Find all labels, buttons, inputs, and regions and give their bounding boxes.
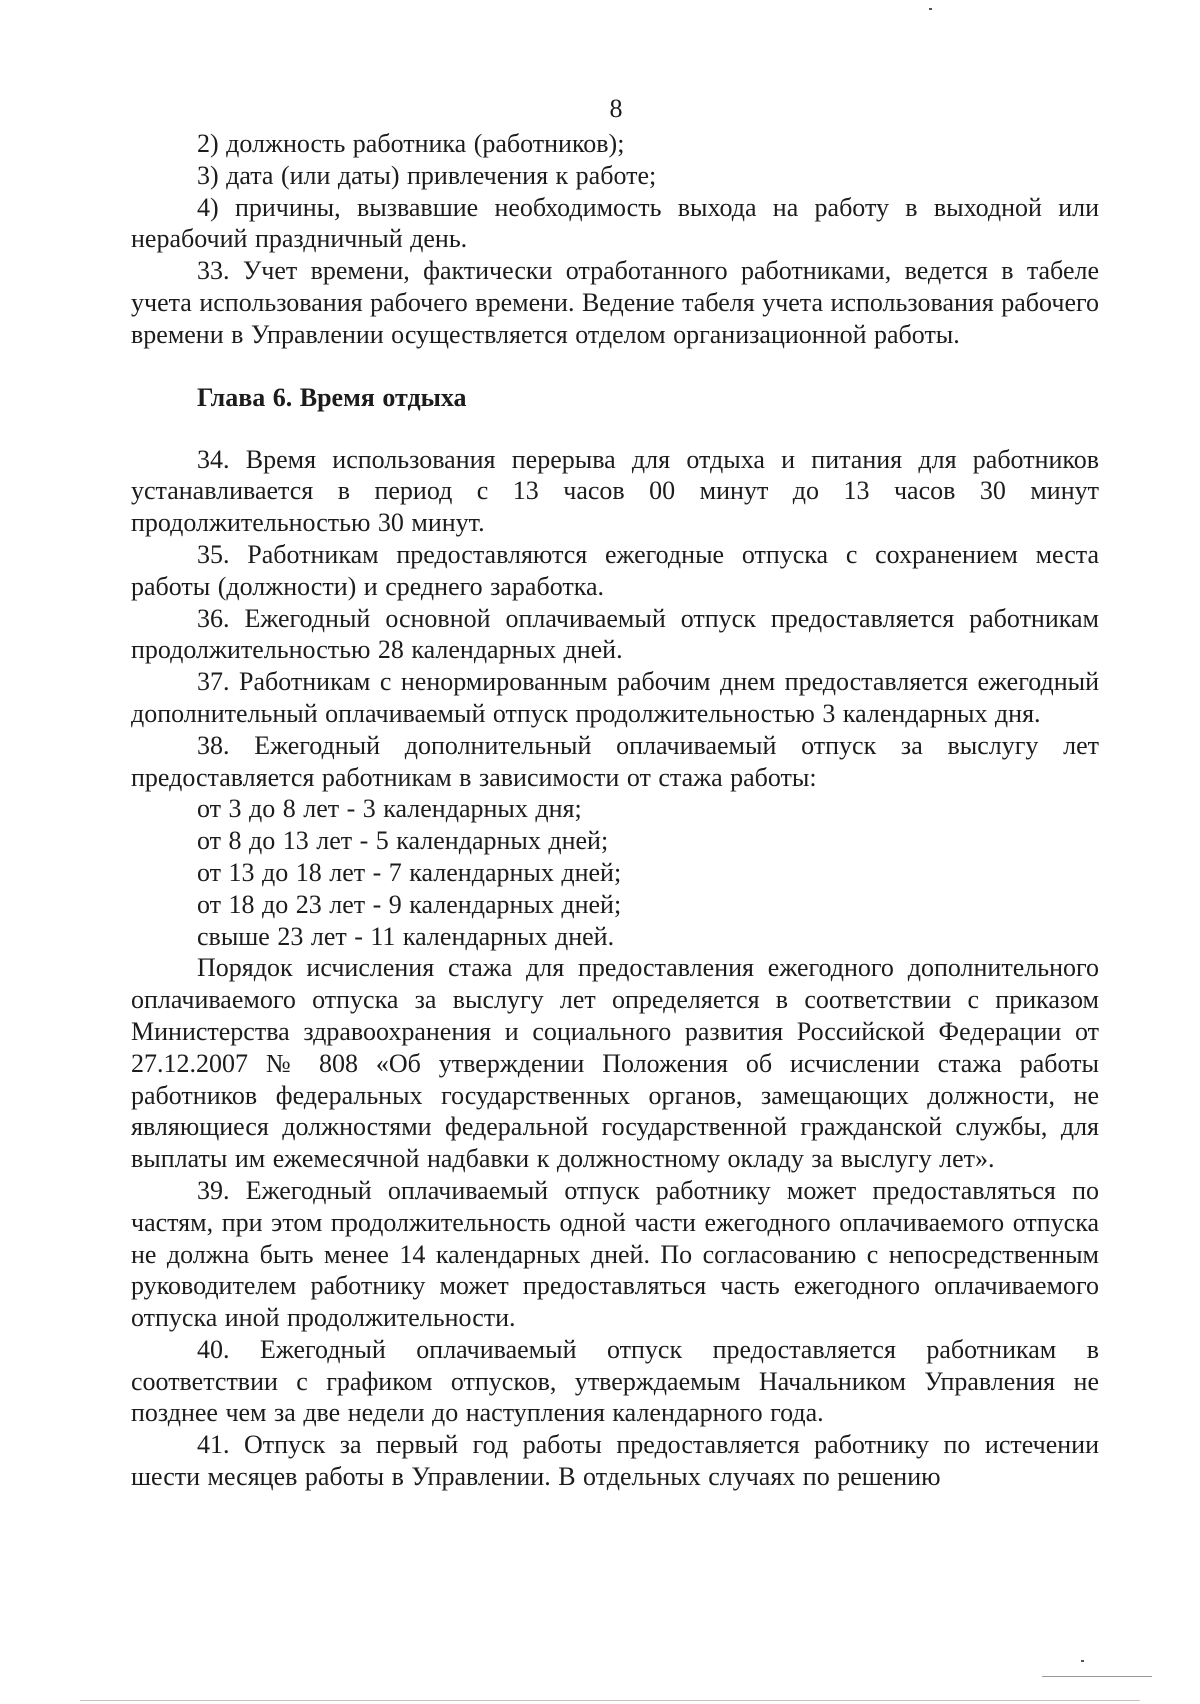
document-body [131, 128, 1099, 1493]
list-item-date: 3) дата (или даты) привлечения к работе; [197, 160, 657, 190]
seniority-item: от 3 до 8 лет - 3 календарных дня; [197, 794, 582, 824]
paragraph-seniority-order: Порядок исчисления стажа для предоставления ежегодного дополнительного оплачиваемого отпуска за выслугу лет определяется в соответствии с приказом Министерства здравоохранения и социального развития Российской Федерации от 27.12.2007 № 808 «Об утверждении Положения об исчислении стажа работы работников федеральных государственных органов, замещающих должности, не являющиеся должностями федеральной государственной гражданской службы, для выплаты им ежемесячной надбавки к должностному окладу за выслугу лет». [131, 953, 1099, 1174]
paragraph-41: 41. Отпуск за первый год работы предоставляется работнику по истечении шести месяцев работы в Управлении. В отдельных случаях по решению [131, 1430, 1099, 1492]
scan-artifact-line [1042, 1676, 1152, 1677]
seniority-item: от 13 до 18 лет - 7 календарных дней; [197, 857, 622, 887]
list-item-reasons: 4) причины, вызвавшие необходимость выхода на работу в выходной или нерабочий праздничный день. [131, 192, 1099, 254]
paragraph-35: 35. Работникам предоставляются ежегодные отпуска с сохранением места работы (должности) и среднего заработка. [131, 539, 1099, 601]
paragraph-36: 36. Ежегодный основной оплачиваемый отпуск предоставляется работникам продолжительностью 28 календарных дней. [131, 603, 1099, 665]
scan-artifact-line [80, 1700, 1140, 1701]
scan-speck [929, 8, 932, 10]
list-item-position: 2) должность работника (работников); [197, 129, 625, 158]
paragraph-33: 33. Учет времени, фактически отработанного работниками, ведется в табеле учета использования рабочего времени. Ведение табеля учета использования рабочего времени в Управлении осуществляется отделом организационной работы. [131, 256, 1099, 349]
paragraph-39: 39. Ежегодный оплачиваемый отпуск работнику может предоставляться по частям, при этом продолжительность одной части ежегодного оплачиваемого отпуска не должна быть менее 14 календарных дней. По согласованию с непосредственным руководителем работнику может предоставляться часть ежегодного оплачиваемого отпуска иной продолжительности. [131, 1175, 1099, 1333]
seniority-item: от 18 до 23 лет - 9 календарных дней; [197, 889, 622, 919]
page-number: 8 [609, 94, 623, 123]
scan-speck [1081, 1660, 1084, 1662]
paragraph-37: 37. Работникам с ненормированным рабочим днем предоставляется ежегодный дополнительный оплачиваемый отпуск продолжительностью 3 календарных дня. [131, 667, 1099, 728]
paragraph-38: 38. Ежегодный дополнительный оплачиваемый отпуск за выслугу лет предоставляется работникам в зависимости от стажа работы: [131, 730, 1099, 792]
paragraph-34: 34. Время использования перерыва для отдыха и питания для работников устанавливается в период с 13 часов 00 минут до 13 часов 30 минут продолжительностью 30 минут. [131, 444, 1099, 538]
seniority-item: свыше 23 лет - 11 календарных дней. [197, 921, 615, 951]
chapter-heading: Глава 6. Время отдыха [197, 382, 467, 412]
paragraph-40: 40. Ежегодный оплачиваемый отпуск предоставляется работникам в соответствии с графиком отпусков, утверждаемым Начальником Управления не позднее чем за две недели до наступления календарного года. [131, 1334, 1099, 1428]
seniority-item: от 8 до 13 лет - 5 календарных дней; [197, 826, 609, 856]
chapter-heading-block [131, 351, 1099, 444]
